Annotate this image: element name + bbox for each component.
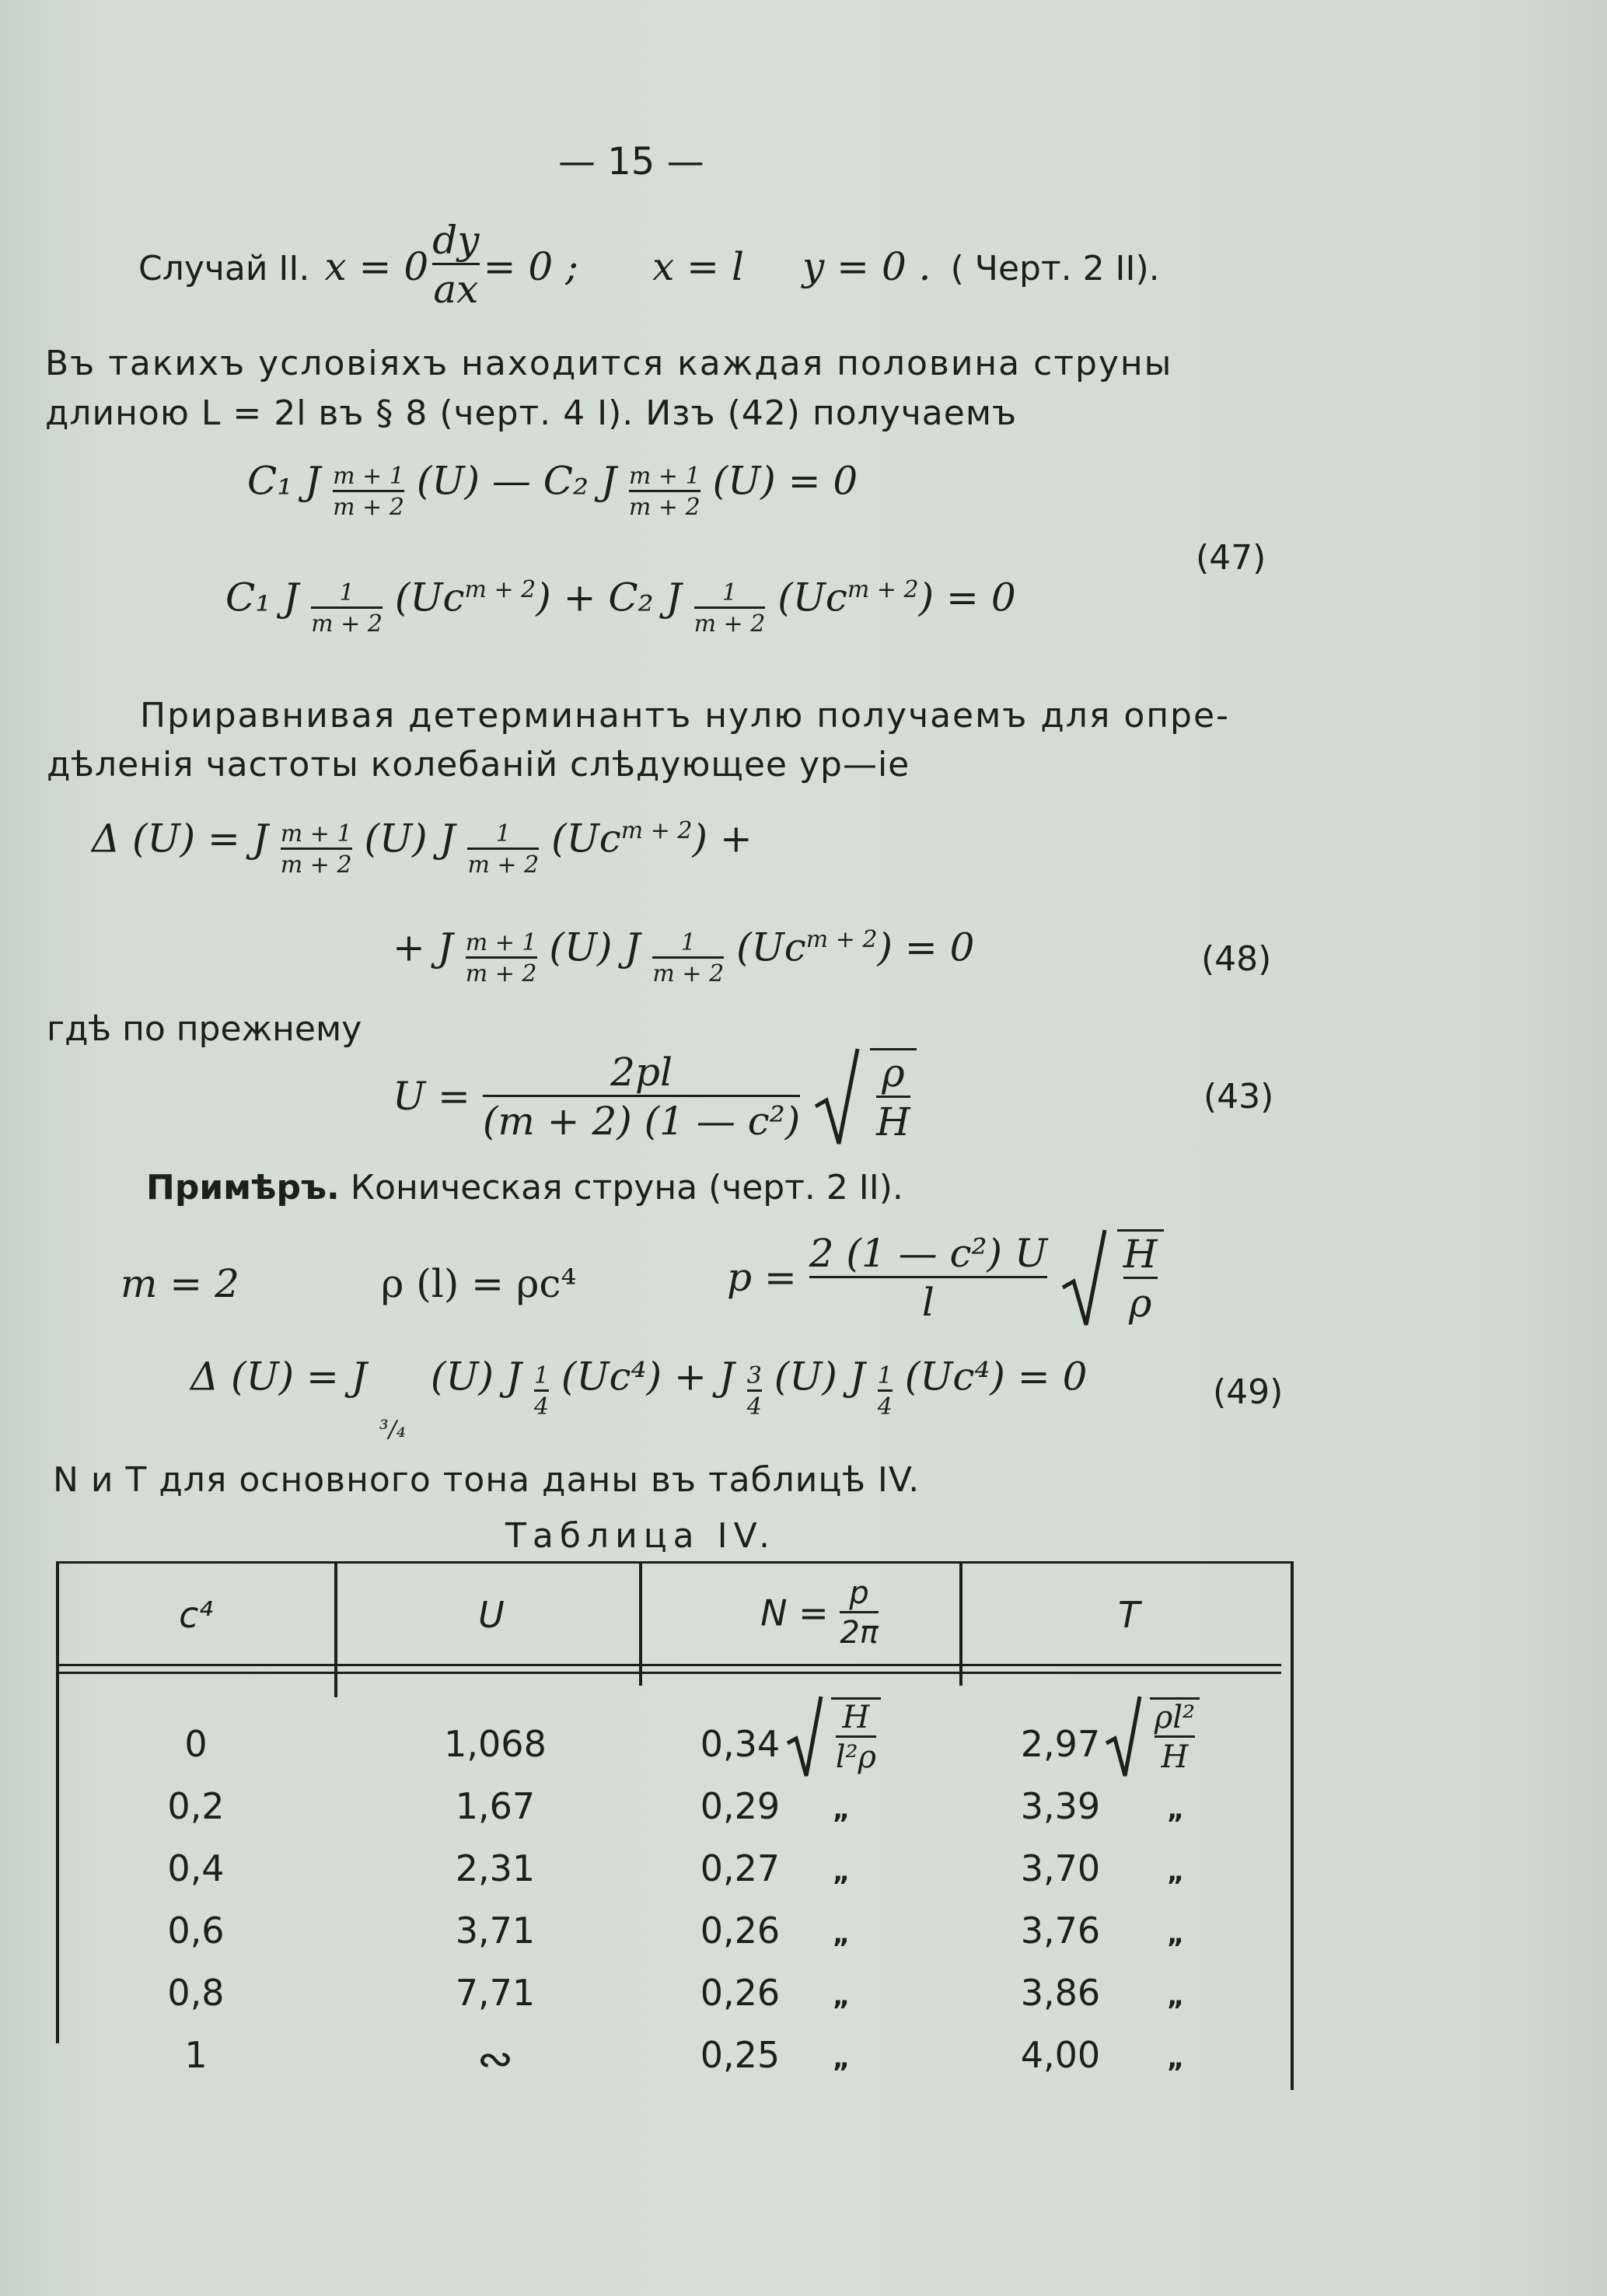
eq48-row1 <box>92 805 753 879</box>
eq48-row2-subscript2 <box>652 929 724 987</box>
fraction-denominator: l <box>809 1276 1047 1325</box>
ditto-mark-n: „ <box>832 1795 851 1826</box>
fraction-numerator: H <box>842 1700 870 1735</box>
n-root-factor <box>785 1693 881 1779</box>
case-line <box>138 218 1160 312</box>
cell-c4: 1 <box>184 2034 208 2076</box>
cell-u: 3,71 <box>455 1910 536 1952</box>
cell-u: ∾ <box>477 2034 514 2085</box>
eq47-row1-part-b: (U) — C₂ J <box>416 458 617 504</box>
table-intro: N и T для основного тона даны въ таблицѣ IV. <box>53 1460 921 1500</box>
eq47-row2 <box>225 564 1016 638</box>
where-text: гдѣ по прежнему <box>47 1009 362 1049</box>
header-u: U <box>478 1594 505 1636</box>
eq48-row1-part-d: ) + <box>692 816 753 861</box>
eq47-row2-part-d: (Uc <box>777 575 847 620</box>
cell-t: 4,00 <box>1020 2034 1101 2076</box>
eq48-row2-part-c: (Uc <box>736 924 806 970</box>
ditto-mark-t: „ <box>1166 1919 1185 1950</box>
cell-c4: 0,4 <box>167 1847 225 1889</box>
eq47-row2-part-e: ) = 0 <box>918 575 1016 620</box>
eq43 <box>393 1046 917 1147</box>
case-cond1-rhs: = 0 ; <box>483 244 578 289</box>
ditto-mark-n: „ <box>832 1981 851 2012</box>
n-root-fraction <box>831 1697 881 1775</box>
para2-line2: дѣленія частоты колебаній слѣдующее ур—іе <box>47 745 910 785</box>
cell-t: 2,97 <box>1020 1723 1101 1765</box>
ditto-mark-n: „ <box>832 1857 851 1888</box>
param-p <box>727 1227 1164 1328</box>
eq43-root-fraction <box>870 1048 917 1145</box>
eq49-subscript-c <box>747 1362 762 1421</box>
case-label: Случай II. <box>138 249 310 288</box>
dy-ax-fraction <box>432 218 479 312</box>
subscript-den: 4 <box>747 1389 762 1421</box>
eq49-part-c: (Uc⁴) + J <box>561 1354 735 1400</box>
eq48-row2-part-b: (U) J <box>549 924 641 970</box>
fraction-numerator: ρl² <box>1154 1700 1196 1735</box>
table-header-rule <box>56 1664 1281 1666</box>
cell-n: 0,29 <box>700 1785 781 1827</box>
param-m: m = 2 <box>121 1261 239 1306</box>
eq48-label: (48) <box>1201 939 1272 979</box>
ditto-mark-t: „ <box>1166 1981 1185 2012</box>
cell-c4: 0,6 <box>167 1910 225 1952</box>
eq49-part-b: (U) J <box>430 1354 522 1400</box>
header-n-lhs: N = <box>760 1592 829 1634</box>
eq48-row1-subscript2 <box>467 820 539 879</box>
eq47-row2-subscript1 <box>311 579 383 638</box>
fraction-denominator: (m + 2) (1 — c²) <box>483 1095 800 1144</box>
header-c4: c⁴ <box>179 1594 213 1636</box>
table-col-divider-2 <box>639 1561 642 1686</box>
header-n <box>718 1575 921 1651</box>
table-col-divider-3 <box>959 1561 962 1686</box>
subscript-num: m + 1 <box>280 820 352 847</box>
case-cond3: y = 0 . <box>802 244 931 289</box>
cell-c4: 0,2 <box>167 1785 225 1827</box>
ditto-mark-t: „ <box>1166 2043 1185 2074</box>
subscript-den: m + 2 <box>629 490 700 521</box>
fraction-numerator: dy <box>432 218 480 263</box>
table-header-rule-2 <box>56 1672 1281 1674</box>
eq49-subscript-b <box>534 1362 549 1421</box>
eq47-row1-part-a: C₁ J <box>247 458 321 504</box>
subscript-num: m + 1 <box>465 929 537 956</box>
cell-u: 1,068 <box>444 1723 547 1765</box>
example-line <box>146 1168 903 1207</box>
subscript-num: m + 1 <box>333 463 404 490</box>
table-iv <box>56 1561 1294 2090</box>
subscript-den: m + 2 <box>281 847 352 879</box>
table-right-border <box>1291 1561 1294 2090</box>
eq48-row1-superscript: m + 2 <box>620 816 693 844</box>
fraction-numerator: 2 (1 — c²) U <box>809 1230 1048 1276</box>
eq47-row1-part-c: (U) = 0 <box>712 458 858 504</box>
eq48-row2-subscript1 <box>466 929 537 987</box>
fraction-denominator: ax <box>432 263 479 312</box>
eq43-fraction <box>483 1050 800 1144</box>
cell-u: 2,31 <box>455 1847 536 1889</box>
table-left-border <box>56 1561 59 2043</box>
sqrt-icon <box>812 1046 861 1147</box>
subscript-den: m + 2 <box>333 490 404 521</box>
subscript-den: 4 <box>878 1389 893 1421</box>
page-number: — 15 — <box>558 140 704 183</box>
subscript-num: 1 <box>533 1362 549 1389</box>
eq47-row1 <box>247 447 858 521</box>
cell-c4: 0,8 <box>167 1972 225 2014</box>
subscript-num: 1 <box>877 1362 893 1389</box>
fraction-denominator: H <box>876 1096 910 1145</box>
eq43-label: (43) <box>1204 1077 1274 1117</box>
cell-n: 0,25 <box>700 2034 781 2076</box>
header-t: T <box>1117 1594 1141 1636</box>
eq48-row2-part-a: + J <box>393 924 453 970</box>
eq47-row1-subscript1 <box>333 463 404 521</box>
cell-t: 3,39 <box>1020 1785 1101 1827</box>
subscript-num: 1 <box>721 579 737 606</box>
sqrt-icon <box>1104 1693 1143 1779</box>
eq47-row2-part-a: C₁ J <box>225 575 299 620</box>
eq48-row1-part-a: Δ (U) = J <box>92 816 268 861</box>
eq49-label: (49) <box>1213 1372 1284 1412</box>
cell-t: 3,86 <box>1020 1972 1101 2014</box>
cell-u: 1,67 <box>455 1785 536 1827</box>
table-top-rule <box>56 1561 1294 1564</box>
cell-u: 7,71 <box>455 1972 536 2014</box>
fraction-denominator: l²ρ <box>836 1735 876 1775</box>
table-title: Таблица IV. <box>505 1516 776 1556</box>
cell-t: 3,76 <box>1020 1910 1101 1952</box>
eq48-row2 <box>393 914 974 987</box>
subscript-den: m + 2 <box>652 956 724 987</box>
eq49-part-a: Δ (U) = J <box>190 1354 367 1400</box>
eq47-row2-superscript1: m + 2 <box>464 575 536 603</box>
subscript-den: m + 2 <box>694 606 766 638</box>
subscript-den: m + 2 <box>466 956 537 987</box>
example-text: Коническая струна (черт. 2 II). <box>350 1168 903 1207</box>
t-root-fraction <box>1150 1697 1200 1775</box>
table-col-divider-1 <box>334 1561 337 1697</box>
ditto-mark-t: „ <box>1166 1795 1185 1826</box>
cell-n: 0,34 <box>700 1723 781 1765</box>
eq47-label: (47) <box>1196 538 1266 578</box>
eq49-subscript-d <box>878 1362 893 1421</box>
fraction-numerator: H <box>1123 1232 1158 1277</box>
fraction-denominator: 2π <box>840 1611 879 1651</box>
ditto-mark-n: „ <box>832 1919 851 1950</box>
subscript-den: 4 <box>534 1389 549 1421</box>
case-cond2: x = l <box>652 244 744 289</box>
eq49 <box>190 1339 1088 1443</box>
para1-line2: длиною L = 2l въ § 8 (черт. 4 I). Изъ (42) получаемъ <box>45 393 1018 433</box>
subscript-den: m + 2 <box>467 847 539 879</box>
cell-c4: 0 <box>184 1723 208 1765</box>
t-root-factor <box>1104 1693 1200 1779</box>
sqrt-icon <box>1060 1227 1108 1328</box>
eq48-row1-part-b: (U) J <box>364 816 456 861</box>
eq47-row2-superscript2: m + 2 <box>847 575 919 603</box>
eq49-part-d: (U) J <box>774 1354 865 1400</box>
fraction-numerator: p <box>849 1575 869 1611</box>
eq49-subscript-a: ³/₄ <box>379 1415 406 1443</box>
eq47-row2-part-c: ) + C₂ J <box>536 575 682 620</box>
cell-t: 3,70 <box>1020 1847 1101 1889</box>
param-p-root-fraction <box>1117 1229 1164 1326</box>
eq49-part-e: (Uc⁴) = 0 <box>904 1354 1088 1400</box>
eq48-row2-part-d: ) = 0 <box>877 924 975 970</box>
subscript-num: 3 <box>746 1362 762 1389</box>
eq48-row2-superscript: m + 2 <box>805 925 878 953</box>
subscript-num: 1 <box>339 579 355 606</box>
cell-n: 0,26 <box>700 1972 781 2014</box>
eq43-lhs: U = <box>393 1074 470 1119</box>
subscript-num: m + 1 <box>628 463 700 490</box>
eq48-row1-subscript1 <box>281 820 352 879</box>
eq47-row1-subscript2 <box>629 463 700 521</box>
eq47-row2-subscript2 <box>694 579 766 638</box>
example-label: Примѣръ. <box>146 1168 340 1207</box>
fraction-denominator: ρ <box>1123 1277 1158 1326</box>
cell-n: 0,26 <box>700 1910 781 1952</box>
para1-line1: Въ такихъ условіяхъ находится каждая половина струны <box>45 344 1173 383</box>
sqrt-icon <box>785 1693 824 1779</box>
fraction-numerator: ρ <box>882 1050 905 1096</box>
cell-n: 0,27 <box>700 1847 781 1889</box>
subscript-num: 1 <box>680 929 696 956</box>
fraction-numerator: 2pl <box>610 1049 672 1095</box>
subscript-den: m + 2 <box>311 606 383 638</box>
header-n-fraction <box>840 1575 879 1651</box>
eq48-row1-part-c: (Uc <box>551 816 621 861</box>
ditto-mark-t: „ <box>1166 1857 1185 1888</box>
eq47-row2-part-b: (Uc <box>394 575 465 620</box>
para2-line1: Приравнивая детерминантъ нулю получаемъ для опре- <box>140 696 1230 736</box>
fraction-denominator: H <box>1155 1735 1195 1775</box>
param-p-fraction <box>809 1231 1047 1325</box>
case-ref: ( Черт. 2 II). <box>950 249 1160 288</box>
subscript-num: 1 <box>495 820 511 847</box>
ditto-mark-n: „ <box>832 2043 851 2074</box>
case-cond1-lhs: x = 0 <box>324 244 429 289</box>
param-rho: ρ (l) = ρc⁴ <box>381 1261 577 1306</box>
param-p-lhs: p = <box>727 1255 797 1300</box>
